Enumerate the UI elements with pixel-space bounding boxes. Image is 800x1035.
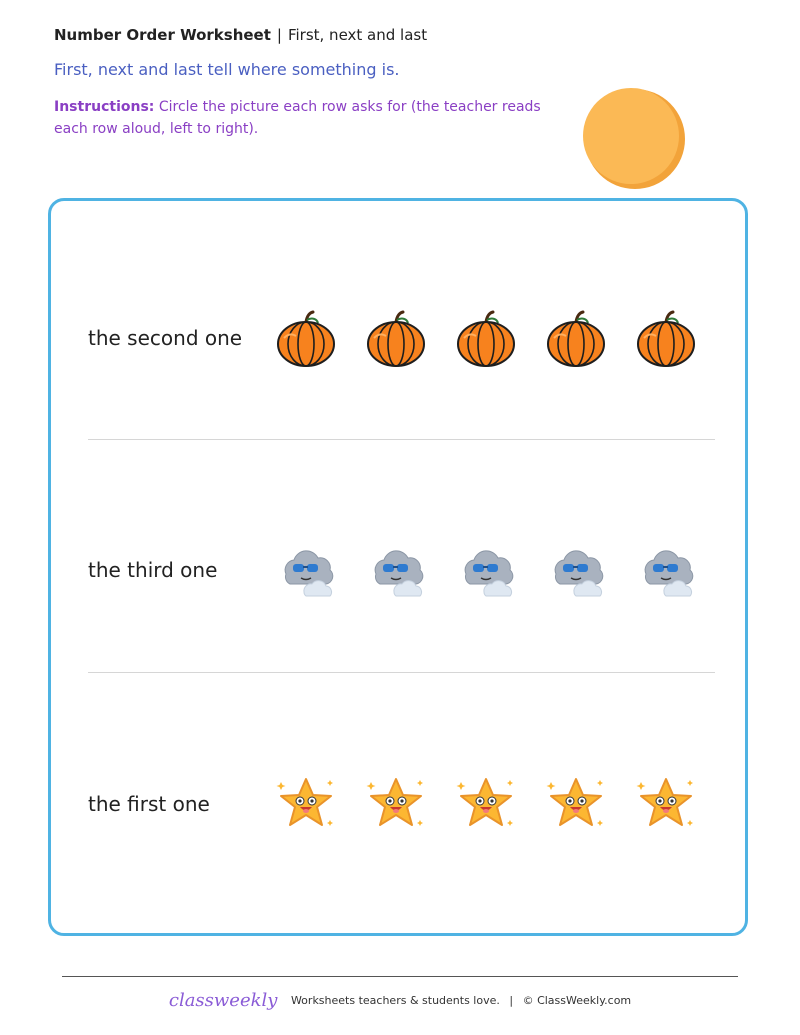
worksheet-header: [54, 26, 427, 44]
worksheet-subtitle: First, next and last: [287, 26, 428, 44]
instructions-lead: Instructions:: [54, 99, 155, 115]
sun-circle-icon: [580, 86, 686, 190]
happy-star-icon[interactable]: [366, 774, 426, 834]
pumpkin-icon[interactable]: [546, 308, 606, 368]
row-label: the third one: [88, 558, 218, 582]
row-pictures: [276, 308, 696, 368]
cloud-with-sunglasses-icon[interactable]: [636, 540, 696, 600]
cloud-with-sunglasses-icon[interactable]: [276, 540, 336, 600]
footer-divider: [62, 976, 738, 977]
instructions-text: Circle the picture each row asks for (the teacher reads each row aloud, left to right).: [54, 99, 541, 137]
brand-logo: classweekly: [168, 990, 278, 1011]
instructions: [54, 96, 564, 140]
cloud-with-sunglasses-icon[interactable]: [456, 540, 516, 600]
pumpkin-icon[interactable]: [276, 308, 336, 368]
row-label: the second one: [88, 326, 243, 350]
row-divider: [88, 439, 715, 440]
pumpkin-icon[interactable]: [636, 308, 696, 368]
footer-copyright: © ClassWeekly.com: [522, 994, 632, 1007]
row-label: the first one: [88, 792, 210, 816]
cloud-with-sunglasses-icon[interactable]: [366, 540, 426, 600]
footer-separator: |: [509, 994, 514, 1007]
row-pictures: [276, 540, 696, 600]
cloud-with-sunglasses-icon[interactable]: [546, 540, 606, 600]
row-divider: [88, 672, 715, 673]
happy-star-icon[interactable]: [456, 774, 516, 834]
header-separator: |: [276, 26, 282, 44]
row-1: [88, 221, 715, 455]
row-3: [88, 687, 715, 921]
row-2: [88, 453, 715, 687]
footer-tagline: Worksheets teachers & students love.: [290, 994, 500, 1007]
happy-star-icon[interactable]: [546, 774, 606, 834]
happy-star-icon[interactable]: [276, 774, 336, 834]
pumpkin-icon[interactable]: [366, 308, 426, 368]
pumpkin-icon[interactable]: [456, 308, 516, 368]
footer: [0, 990, 800, 1011]
worksheet-card: [48, 198, 748, 936]
row-pictures: [276, 774, 696, 834]
happy-star-icon[interactable]: [636, 774, 696, 834]
worksheet-title: Number Order Worksheet: [54, 26, 271, 44]
intro-text: First, next and last tell where something is.: [54, 60, 400, 79]
